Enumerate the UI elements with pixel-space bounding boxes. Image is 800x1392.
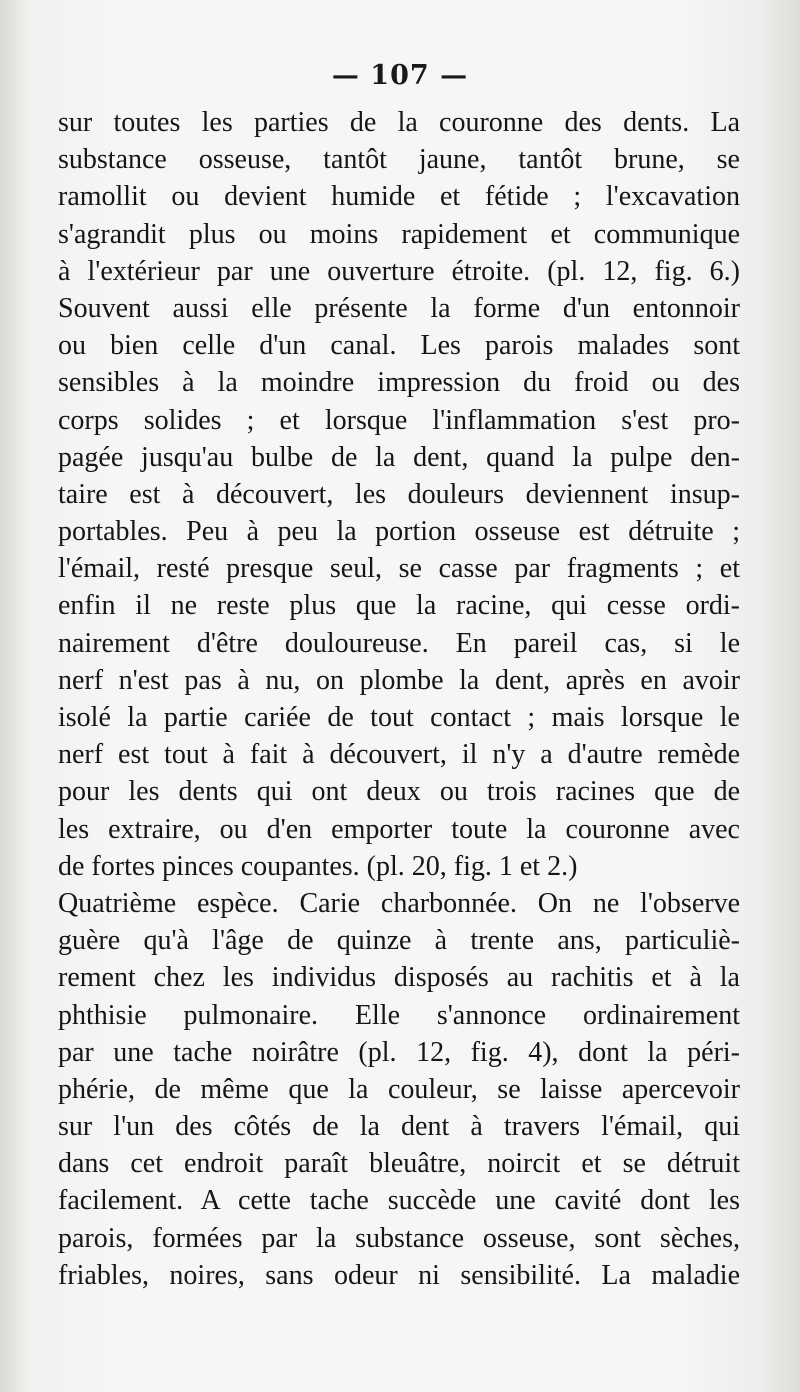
text-line: phérie, de même que la couleur, se laisse apercevoir bbox=[58, 1073, 740, 1105]
text-line: pagée jusqu'au bulbe de la dent, quand la pulpe den- bbox=[58, 441, 740, 473]
text-line: taire est à découvert, les douleurs deviennent insup- bbox=[58, 478, 740, 510]
text-line: sur toutes les parties de la couronne des dents. La bbox=[58, 107, 740, 138]
text-line: nerf n'est pas à nu, on plombe la dent, après en avoir bbox=[58, 664, 740, 696]
text-line: à l'extérieur par une ouverture étroite. (pl. 12, fig. 6.) bbox=[58, 255, 740, 287]
text-line: parois, formées par la substance osseuse, sont sèches, bbox=[58, 1222, 740, 1254]
text-line: s'agrandit plus ou moins rapidement et communique bbox=[58, 218, 740, 250]
text-line: Souvent aussi elle présente la forme d'un entonnoir bbox=[58, 292, 740, 324]
text-line: substance osseuse, tantôt jaune, tantôt brune, se bbox=[58, 144, 740, 176]
text-line: pour les dents qui ont deux ou trois racines que de bbox=[58, 776, 740, 808]
page-number: — 107 — bbox=[331, 60, 469, 91]
text-line: ou bien celle d'un canal. Les parois malades sont bbox=[58, 330, 740, 362]
text-line: guère qu'à l'âge de quinze à trente ans, particuliè- bbox=[58, 925, 740, 957]
text-line: facilement. A cette tache succède une cavité dont les bbox=[58, 1185, 740, 1217]
text-line: portables. Peu à peu la portion osseuse est détruite ; bbox=[58, 516, 740, 548]
text-line: nerf est tout à fait à découvert, il n'y a d'autre remède bbox=[58, 739, 740, 771]
text-line: rement chez les individus disposés au rachitis et à la bbox=[58, 962, 740, 994]
text-line: sensibles à la moindre impression du froid ou des bbox=[58, 367, 740, 399]
text-line: dans cet endroit paraît bleuâtre, noircit et se détruit bbox=[58, 1148, 740, 1180]
text-line: ramollit ou devient humide et fétide ; l'excavation bbox=[58, 181, 740, 213]
text-line: isolé la partie cariée de tout contact ; mais lorsque le bbox=[58, 702, 740, 733]
text-line: de fortes pinces coupantes. (pl. 20, fig. 1 et 2.) bbox=[58, 850, 578, 882]
text-line: les extraire, ou d'en emporter toute la couronne avec bbox=[58, 813, 740, 845]
text-line: phthisie pulmonaire. Elle s'annonce ordinairement bbox=[58, 999, 740, 1031]
text-line: friables, noires, sans odeur ni sensibilité. La maladie bbox=[58, 1259, 740, 1291]
text-line: enfin il ne reste plus que la racine, qui cesse ordi- bbox=[58, 590, 740, 622]
text-line: corps solides ; et lorsque l'inflammation s'est pro- bbox=[58, 404, 740, 436]
text-line: par une tache noirâtre (pl. 12, fig. 4), dont la péri- bbox=[58, 1036, 740, 1068]
text-line: Quatrième espèce. Carie charbonnée. On ne l'observe bbox=[58, 887, 740, 919]
body-text bbox=[58, 104, 740, 1294]
text-line: nairement d'être douloureuse. En pareil cas, si le bbox=[58, 627, 740, 659]
text-line: sur l'un des côtés de la dent à travers l'émail, qui bbox=[58, 1111, 740, 1143]
text-line: l'émail, resté presque seul, se casse par fragments ; et bbox=[58, 553, 740, 585]
